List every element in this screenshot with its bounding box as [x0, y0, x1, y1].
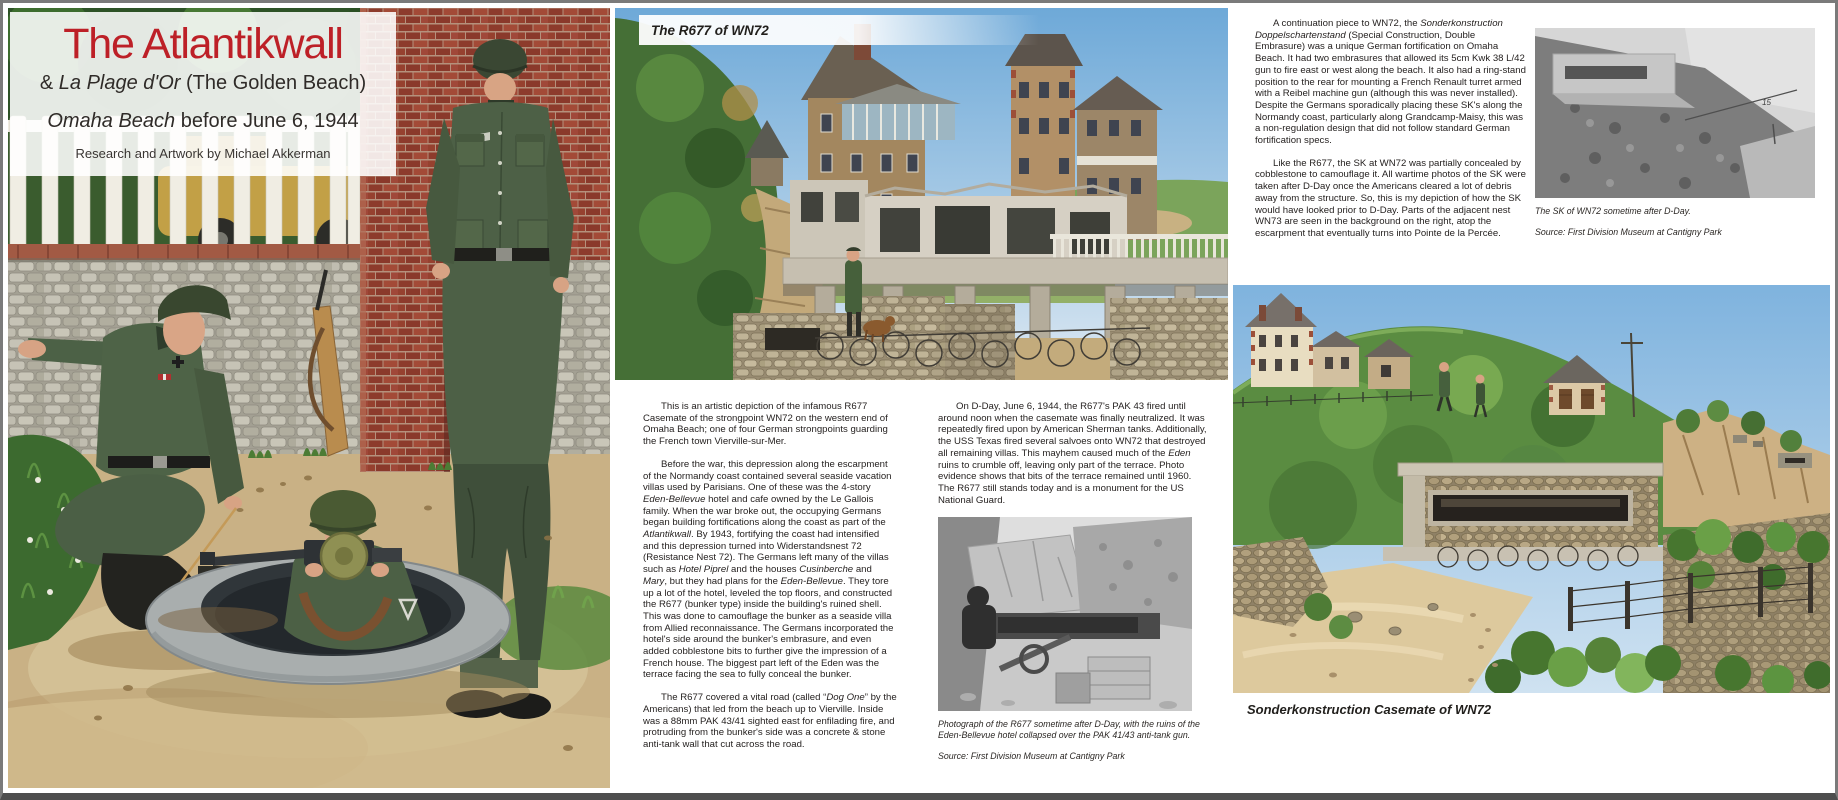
title-box	[10, 12, 396, 176]
sk-page	[1233, 8, 1830, 788]
photo-sk-wn72	[1535, 28, 1815, 198]
r677-text-area	[615, 380, 1228, 762]
photo-sk-block	[1535, 25, 1815, 285]
paragraph: A continuation piece to WN72, the Sonderkonstruction Doppelschartenstand (Special Construction, Double Embrasure) was a unique German fortification on Omaha Beach. It had two embrasures that allowed its 5cm Kwk 38 L/42 gun to fire east or west along the beach. It also had a ring-stand position to the rear for mounting a French Renault turret armed with a Reibel machine gun (although this was never installed). Despite the Germans sporadically placing these SK's along the Normandy coast, particularly along Grandcamp-Maisy, this was a non-regulation design that did not follow standard German fortification specs.	[1255, 18, 1526, 147]
tagline: Omaha Beach before June 6, 1944	[47, 110, 359, 132]
paragraph: Before the war, this depression along the escarpment of the Normandy coast contained several seaside vacation villas used by Parisians. One of these was the 4-story Eden-Bellevue hotel and cafe owned by the Le Gallois family. When the war broke out, the occupying Germans began building fortifications along the coast as part of the Atlantikwall. By 1943, fortifying the coast had intensified and this depression turned into Widerstandsnest 72 (Resistance Nest 72). The Germans left many of the villas such as Hotel Piprel and the houses Cusinberche and Mary, but they had plans for the Eden-Bellevue. They tore up a lot of the hotel, leveled the top floors, and constructed the R677 (bunker type) inside the building's ruined shell. This was done to camouflage the bunker as a seaside villa from Allied reconnaissance. The Germans incorporated the hotel's side around the bunker's embrasure, and even added cobblestone bits to further give the impression of a French house. The biggest part left of the Eden was the terrace facing the sea to fully conceal the bunker.	[643, 458, 894, 681]
text-column	[1255, 18, 1527, 285]
text-column-1	[643, 401, 897, 762]
r677-page	[615, 8, 1228, 788]
paragraph: On D-Day, June 6, 1944, the R677's PAK 43 fired until around noon when the casemate was finally neutralized. It was repeatedly fired upon by American Sherman tanks. Additionally, the USS Texas fired several salvoes onto WN72 that destroyed all remaining villas. This mayhem caused much of the Eden ruins to crumble off, leaving only part of the terrace. Photo evidence shows that bits of the terrace remained until 1960. The R677 still stands today and is a monument for the US National Guard.	[938, 401, 1207, 506]
paragraph: The R677 covered a vital road (called “Dog One” by the Americans) that led from the beach up to Vierville. Inside was a 88mm PAK 43/41 sighted east for enfilading fire, and protruding from the bunker's side was a concrete & stone anti-tank wall that cut across the road.	[643, 692, 897, 750]
page-title: The Atlantikwall	[63, 20, 343, 68]
sk-artwork	[1233, 285, 1830, 693]
cover-page	[8, 8, 610, 788]
photo-caption: The SK of WN72 sometime after D-Day.	[1535, 206, 1691, 216]
photo-caption: Photograph of the R677 sometime after D-Day, with the ruins of the Eden-Bellevue hotel collapsed over the PAK 41/43 anti-tank gun.	[938, 719, 1200, 741]
sk-photo-image	[1535, 28, 1815, 198]
r677-photo-image	[938, 517, 1192, 711]
paragraph: Like the R677, the SK at WN72 was partially concealed by cobblestone to camouflage it. All wartime photos of the SK were taken after D-Day once the Americans cleared a lot of debris away from the structure. So, this is my depiction of how the SK would have looked prior to D-Day. Parts of the adjacent nest WN73 are seen in the background on the right, atop the escarpment that eventually turns into Pointe de la Percée.	[1255, 157, 1526, 239]
credit-line: Research and Artwork by Michael Akkerman	[75, 146, 331, 161]
r677-artwork	[615, 8, 1228, 380]
photo-source: Source: First Division Museum at Cantigny Park	[938, 751, 1125, 762]
photo-r677-after-dday	[938, 517, 1210, 711]
artwork-caption: Sonderkonstruction Casemate of WN72	[1247, 702, 1492, 717]
subtitle: & La Plage d'Or (The Golden Beach)	[39, 72, 367, 94]
artwork-label: The R677 of WN72	[639, 15, 1039, 45]
sk-casemate	[1383, 463, 1683, 570]
paragraph: This is an artistic depiction of the infamous R677 Casemate of the strongpoint WN72 on the western end of Omaha Beach; one of four German strongpoints guarding the French town Vierville-sur-Mer.	[643, 401, 888, 448]
sk-top-section	[1233, 8, 1830, 285]
r677-artwork-block	[615, 8, 1228, 380]
photo-source: Source: First Division Museum at Cantigny Park	[1535, 227, 1722, 237]
text-column-2	[938, 401, 1210, 762]
